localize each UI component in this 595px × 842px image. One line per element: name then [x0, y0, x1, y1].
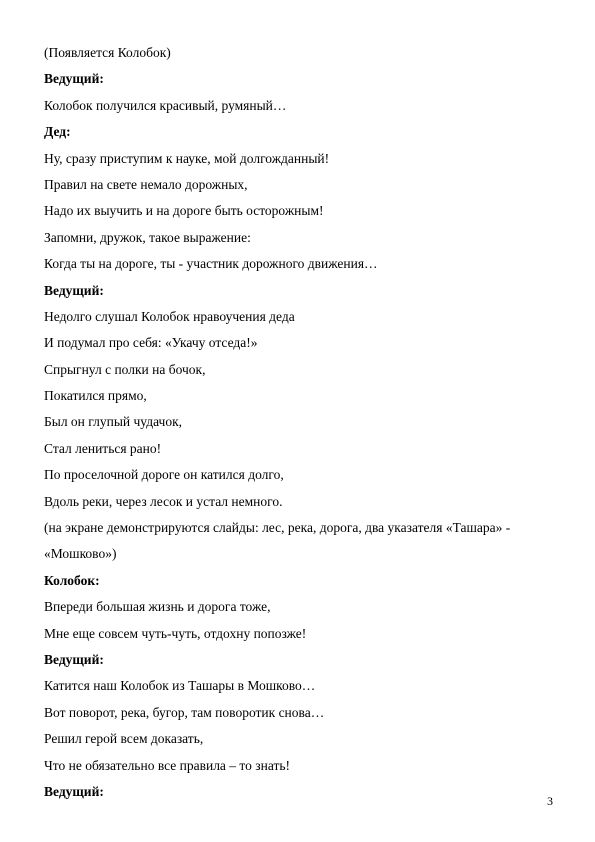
speaker-label: Ведущий:: [44, 783, 104, 799]
text-line: Правил на свете немало дорожных,: [44, 176, 248, 192]
text-line: Вот поворот, река, бугор, там поворотик снова…: [44, 704, 325, 720]
text-line: (Появляется Колобок): [44, 45, 171, 60]
page-number: 3: [547, 794, 553, 808]
text-line: Надо их выучить и на дороге быть осторожным!: [44, 203, 324, 219]
text-line: Ну, сразу приступим к науке, мой долгожданный!: [44, 150, 330, 166]
text-line: Спрыгнул с полки на бочок,: [44, 361, 206, 377]
text-line: По проселочной дороге он катился долго,: [44, 467, 284, 483]
text-line: Когда ты на дороге, ты - участник дорожного движения…: [44, 256, 378, 272]
script-text: [44, 40, 554, 805]
text-line: И подумал про себя: «Укачу отседа!»: [44, 335, 258, 351]
speaker-label: Колобок:: [44, 572, 100, 588]
speaker-label: Дед:: [44, 124, 71, 140]
text-line: Что не обязательно все правила – то знать!: [44, 757, 291, 773]
text-line: «Мошково»): [44, 546, 117, 562]
text-line: (на экране демонстрируются слайды: лес, река, дорога, два указателя «Ташара» -: [44, 520, 511, 536]
text-line: Недолго слушал Колобок нравоучения деда: [44, 308, 295, 324]
text-line: Стал лениться рано!: [44, 440, 162, 456]
text-line: Был он глупый чудачок,: [44, 414, 182, 430]
speaker-label: Ведущий:: [44, 651, 104, 667]
text-line: Впереди большая жизнь и дорога тоже,: [44, 599, 271, 615]
text-line: Покатился прямо,: [44, 388, 147, 404]
text-line: Решил герой всем доказать,: [44, 731, 204, 747]
speaker-label: Ведущий:: [44, 282, 104, 298]
text-line: Мне еще совсем чуть-чуть, отдохну попозже!: [44, 625, 307, 641]
speaker-label: Ведущий:: [44, 71, 104, 87]
text-line: Колобок получился красивый, румяный…: [44, 97, 287, 113]
text-line: Запомни, дружок, такое выражение:: [44, 229, 251, 245]
text-line: Катится наш Колобок из Ташары в Мошково…: [44, 678, 316, 694]
text-line: Вдоль реки, через лесок и устал немного.: [44, 493, 283, 509]
